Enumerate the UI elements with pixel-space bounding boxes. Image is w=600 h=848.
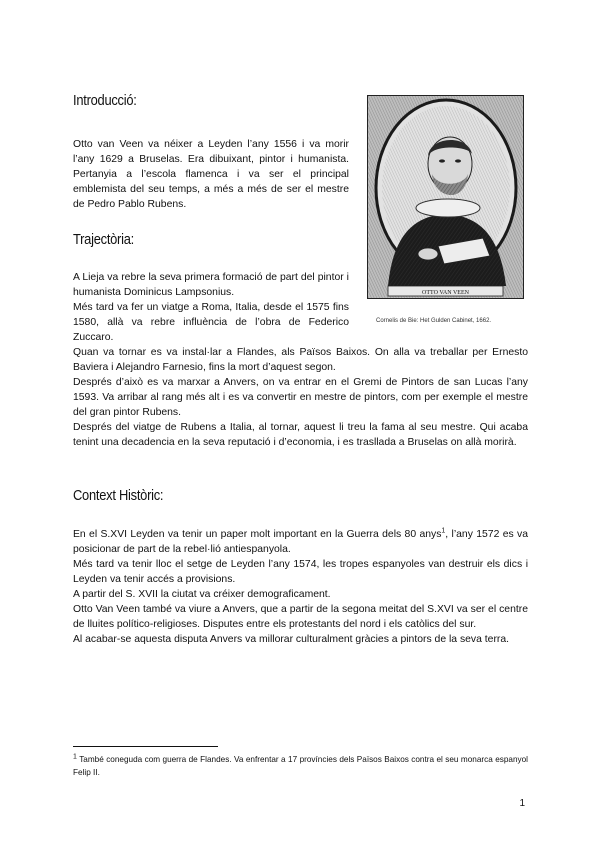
context-p5: Al acabar-se aquesta disputa Anvers va millorar culturalment gràcies a pintors de la seva terra.	[73, 634, 510, 645]
trajectory-paragraph-wide	[73, 345, 528, 450]
context-p1-text-cont: , l’any 1572 es va posicionar de part de la rebel·lió antiespanyola.	[73, 529, 528, 555]
trajectory-p3: Quan va tornar es va instal·lar a Flandes, als Països Baixos. On alla va treballar per Ernesto Baviera i Alejandro Farnesio, fins la mort d’aquest segon.	[73, 347, 528, 373]
trajectory-paragraph-narrow	[73, 270, 349, 345]
trajectory-p1: A Lieja va rebre la seva primera formació de part del pintor i humanista Dominicus Lampsonius.	[73, 272, 349, 298]
context-p4: Otto Van Veen també va viure a Anvers, que a partir de la segona meitat del S.XVI va ser el centre de lluites político-religioses. Disputes entre els protestants del nord i els catòlics del sur.	[73, 604, 528, 630]
heading-introduccio: Introducció:	[73, 92, 137, 109]
portrait-illustration	[368, 96, 523, 298]
page-number: 1	[519, 798, 525, 809]
context-paragraph	[73, 527, 528, 647]
portrait-caption: Cornelis de Bie: Het Gulden Cabinet, 1662.	[376, 318, 492, 324]
portrait-name-plate: OTTO VAN VEEN	[422, 290, 469, 296]
heading-trajectoria: Trajectòria:	[73, 231, 134, 248]
footnote-text: També coneguda com guerra de Flandes. Va enfrentar a 17 províncies dels Països Baixos contra el seu monarca espanyol Felip II.	[73, 755, 528, 777]
heading-context-historic: Context Històric:	[73, 487, 164, 504]
portrait-engraving	[367, 95, 524, 299]
intro-text: Otto van Veen va néixer a Leyden l’any 1556 i va morir l’any 1629 a Bruselas. Era dibuixant, pintor i humanista. Pertanyia a l’escola flamenca i va ser el principal emblemista del seu temps, a més a més de ser el mestre de Pedro Pablo Rubens.	[73, 139, 349, 210]
context-p1-text: En el S.XVI Leyden va tenir un paper molt important en la Guerra dels 80 anys	[73, 529, 442, 540]
trajectory-p2: Més tard va fer un viatge a Roma, Italia, desde el 1575 fins 1580, allà va rebre influència de l’obra de Federico Zuccaro.	[73, 302, 349, 343]
trajectory-p4: Després d’això es va marxar a Anvers, on va entrar en el Gremi de Pintors de san Lucas l’any 1593. Va arribar al rang més alt i es va convertir en mestre de pintors, com per exemple el mestre del gran pintor Rubens.	[73, 377, 528, 418]
context-p2: Més tard va tenir lloc el setge de Leyden l’any 1574, les tropes espanyoles van destruir els dics i Leyden va tenir accés a provisions.	[73, 559, 528, 585]
context-p3: A partir del S. XVII la ciutat va créixer demograficament.	[73, 589, 331, 600]
context-p1	[73, 527, 528, 557]
footnote-marker: 1	[73, 753, 77, 761]
footnote-reference[interactable]: 1	[441, 527, 446, 535]
footnote-divider	[73, 746, 218, 747]
intro-paragraph	[73, 137, 349, 212]
footnote	[73, 753, 528, 779]
trajectory-p5: Després del viatge de Rubens a Italia, al tornar, aquest li treu la fama al seu mestre. Qui acaba tenint una decadencia en la seva reputació i d’economia, i es traslladа a Bruselas on allà morirà.	[73, 422, 528, 448]
